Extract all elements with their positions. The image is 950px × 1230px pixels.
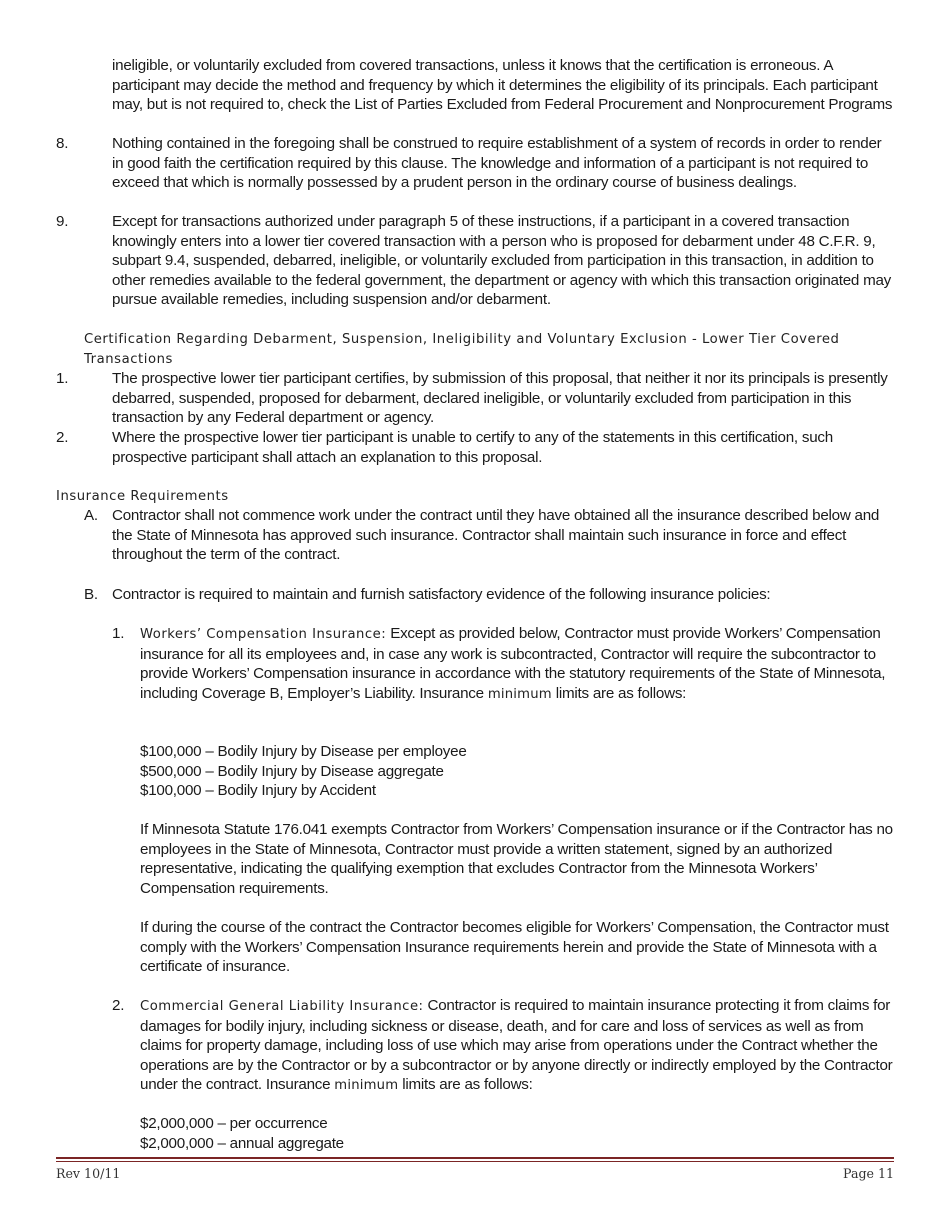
item-number: 1. <box>112 625 125 642</box>
item-text: The prospective lower tier participant certifies, by submission of this proposal, that neither it nor its principals is presently debarred, suspended, proposed for debarment, declared ineligible, or voluntarily excluded from participation in this transaction by any Federal department or agency. <box>112 370 888 427</box>
item-text: Contractor is required to maintain and furnish satisfactory evidence of the following insurance policies: <box>112 586 771 603</box>
limit-line: $2,000,000 – per occurrence <box>140 1115 328 1132</box>
workers-compensation-label: Workers’ Compensation Insurance: <box>140 627 387 642</box>
workers-eligibility-paragraph: If during the course of the contract the Contractor becomes eligible for Workers’ Compensation, the Contractor must comply with the Workers’ Compensation Insurance requirements herein and provide the State of Minnesota with a certificate of insurance. <box>140 919 889 976</box>
cgl-text-before: Contractor is required to maintain insurance protecting it from claims for damages for bodily injury, including sickness or disease, death, and for care and loss of services as well as from claims for property damage, including loss of use which may arise from operations under the Contract whether the operations are by the Contractor or by a subcontractor or by anyone directly or indirectly employed by the Contractor under the contract. Insurance <box>140 997 893 1094</box>
item-number: 1. <box>56 370 69 387</box>
limit-line: $100,000 – Bodily Injury by Accident <box>140 782 376 800</box>
footer-revision: Rev 10/11 <box>56 1166 121 1181</box>
insurance-item-b <box>84 585 896 605</box>
limit-line: $100,000 – Bodily Injury by Disease per employee <box>140 743 467 760</box>
limit-line: $2,000,000 – annual aggregate <box>140 1134 344 1152</box>
item-number: 2. <box>112 997 125 1014</box>
workers-emphasis: minimum <box>487 686 552 702</box>
item-number: 2. <box>56 429 69 446</box>
workers-limits <box>140 742 896 801</box>
limit-line: $500,000 – Bodily Injury by Disease aggregate <box>140 762 444 780</box>
workers-text-before: Except as provided below, Contractor must provide Workers’ Compensation insurance for all its employees and, in case any work is subcontracted, Contractor will require the subcontractor to provide Workers’ Compensation insurance in accordance with the statutory requirements of the State of Minnesota, including Coverage B, Employer’s Liability. Insurance <box>140 625 886 702</box>
item-text: Except for transactions authorized under paragraph 5 of these instructions, if a participant in a covered transaction knowingly enters into a lower tier covered transaction with a person who is proposed for debarment under 48 C.F.R. 9, subpart 9.4, suspended, debarred, ineligible, or voluntarily excluded from participation in this transaction, in addition to other remedies available to the federal government, the department or agency with which this transaction originated may pursue available remedies, including suspension and/or debarment. <box>112 213 892 309</box>
item-text: Where the prospective lower tier participant is unable to certify to any of the statements in this certification, such prospective participant shall attach an explanation to this proposal. <box>112 429 833 466</box>
workers-compensation-item <box>112 624 896 704</box>
item-text: Nothing contained in the foregoing shall be construed to require establishment of a system of records in order to render in good faith the certification required by this clause. The knowledge and information of a participant is not required to exceed that which is normally possessed by a prudent person in the ordinary course of business dealings. <box>112 135 882 192</box>
item-letter: B. <box>84 586 98 603</box>
item-number: 9. <box>56 213 69 230</box>
workers-exemption-paragraph: If Minnesota Statute 176.041 exempts Contractor from Workers’ Compensation insurance or if the Contractor has no employees in the State of Minnesota, Contractor must provide a written statement, signed by an authorized representative, indicating the qualifying exemption that excludes Contractor from the Minnesota Workers’ Compensation requirements. <box>140 821 893 897</box>
continuation-paragraph: ineligible, or voluntarily excluded from covered transactions, unless it knows that the certification is erroneous. A participant may decide the method and frequency by which it determines the eligibility of its principals. Each participant may, but is not required to, check the List of Parties Excluded from Federal Procurement and Nonprocurement Programs <box>112 57 893 114</box>
footer-rule <box>56 1157 894 1159</box>
insurance-heading: Insurance Requirements <box>56 489 229 504</box>
cgl-text-after: limits are as follows: <box>398 1076 533 1094</box>
item-text: Contractor shall not commence work under the contract until they have obtained all the insurance described below and the State of Minnesota has approved such insurance. Contractor shall maintain such insurance in force and effect throughout the term of the contract. <box>112 507 880 564</box>
cgl-emphasis: minimum <box>334 1078 399 1094</box>
certification-item-2 <box>56 428 896 467</box>
footer-page-number: Page 11 <box>843 1166 894 1181</box>
item-text <box>140 624 896 704</box>
commercial-liability-label: Commercial General Liability Insurance: <box>140 999 424 1014</box>
cgl-limits <box>140 1114 896 1153</box>
workers-text-after: limits are as follows: <box>551 684 687 702</box>
commercial-liability-item <box>112 996 896 1096</box>
certification-item-1 <box>56 369 896 428</box>
certification-heading: Certification Regarding Debarment, Suspension, Ineligibility and Voluntary Exclusion - Lower Tier Covered Transactions <box>84 332 840 367</box>
instruction-item-8 <box>56 134 896 193</box>
item-letter: A. <box>84 507 98 524</box>
item-text <box>140 996 896 1096</box>
footer-rule-thin <box>56 1161 894 1162</box>
instruction-item-9 <box>56 212 896 310</box>
item-number: 8. <box>56 135 69 152</box>
insurance-item-a <box>84 506 896 565</box>
